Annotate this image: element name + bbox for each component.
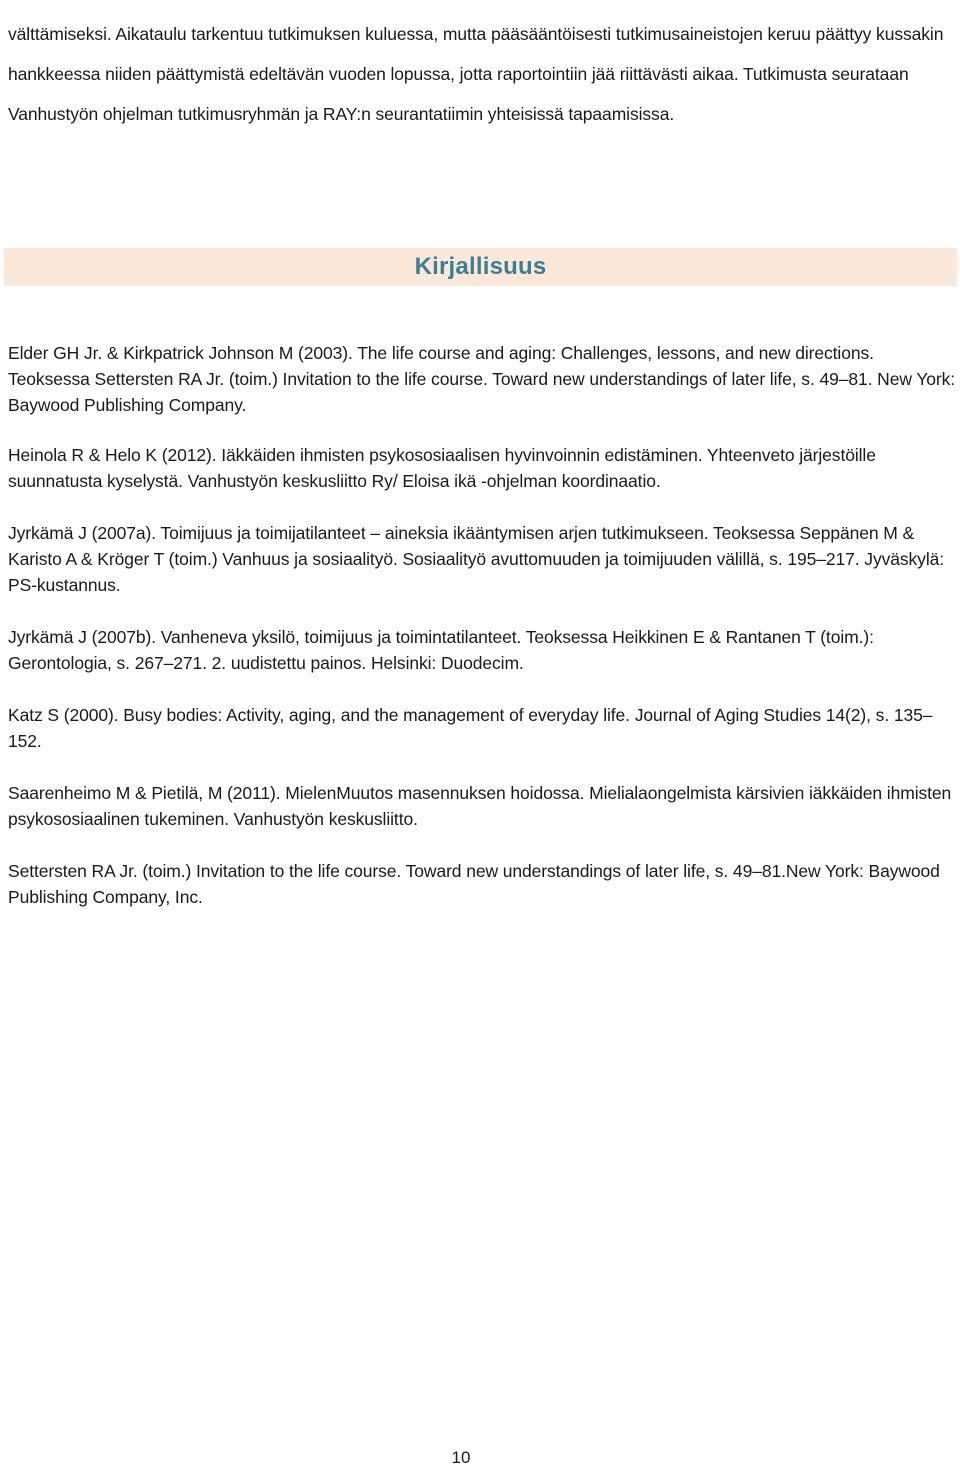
- reference-item: Jyrkämä J (2007b). Vanheneva yksilö, toimijuus ja toimintatilanteet. Teoksessa Heikkinen E & Rantanen T (toim.): Gerontologia, s. 267–271. 2. uudistettu painos. Helsinki: Duodecim.: [8, 627, 874, 673]
- intro-paragraph: välttämiseksi. Aikataulu tarkentuu tutkimuksen kuluessa, mutta pääsääntöisesti tutkimusaineistojen keruu päättyy kussakin hankkeessa niiden päättymistä edeltävän vuoden lopussa, jotta raportointiin jää riittävästi aikaa. Tutkimusta seurataan Vanhustyön ohjelman tutkimusryhmän ja RAY:n seurantatiimin yhteisissä tapaamisissa.: [8, 23, 944, 124]
- reference-item: Jyrkämä J (2007a). Toimijuus ja toimijatilanteet – aineksia ikääntymisen arjen tutkimukseen. Teoksessa Seppänen M & Karisto A & Kröger T (toim.) Vanhuus ja sosiaalityö. Sosiaalityö avuttomuuden ja toimijuuden välillä, s. 195–217. Jyväskylä: PS-kustannus.: [8, 523, 945, 595]
- reference-item: Settersten RA Jr. (toim.) Invitation to the life course. Toward new understandings of later life, s. 49–81.New York: Baywood Publishing Company, Inc.: [8, 861, 940, 907]
- page-number: 10: [451, 1448, 471, 1467]
- reference-item: Elder GH Jr. & Kirkpatrick Johnson M (2003). The life course and aging: Challenges, lessons, and new directions. Teoksessa Settersten RA Jr. (toim.) Invitation to the life course. Toward new understandings of later life, s. 49–81. New York: Baywood Publishing Company.: [8, 343, 956, 415]
- section-banner: [4, 248, 957, 286]
- reference-item: Katz S (2000). Busy bodies: Activity, aging, and the management of everyday life. Journal of Aging Studies 14(2), s. 135–152.: [8, 705, 933, 751]
- reference-item: Heinola R & Helo K (2012). Iäkkäiden ihmisten psykososiaalisen hyvinvoinnin edistäminen. Yhteenveto järjestöille suunnatusta kyselystä. Vanhustyön keskusliitto Ry/ Eloisa ikä -ohjelman koordinaatio.: [8, 445, 876, 491]
- reference-list: [8, 340, 956, 936]
- section-title: Kirjallisuus: [414, 253, 547, 280]
- reference-item: Saarenheimo M & Pietilä, M (2011). MielenMuutos masennuksen hoidossa. Mielialaongelmista kärsivien iäkkäiden ihmisten psykososiaalinen tukeminen. Vanhustyön keskusliitto.: [8, 783, 952, 829]
